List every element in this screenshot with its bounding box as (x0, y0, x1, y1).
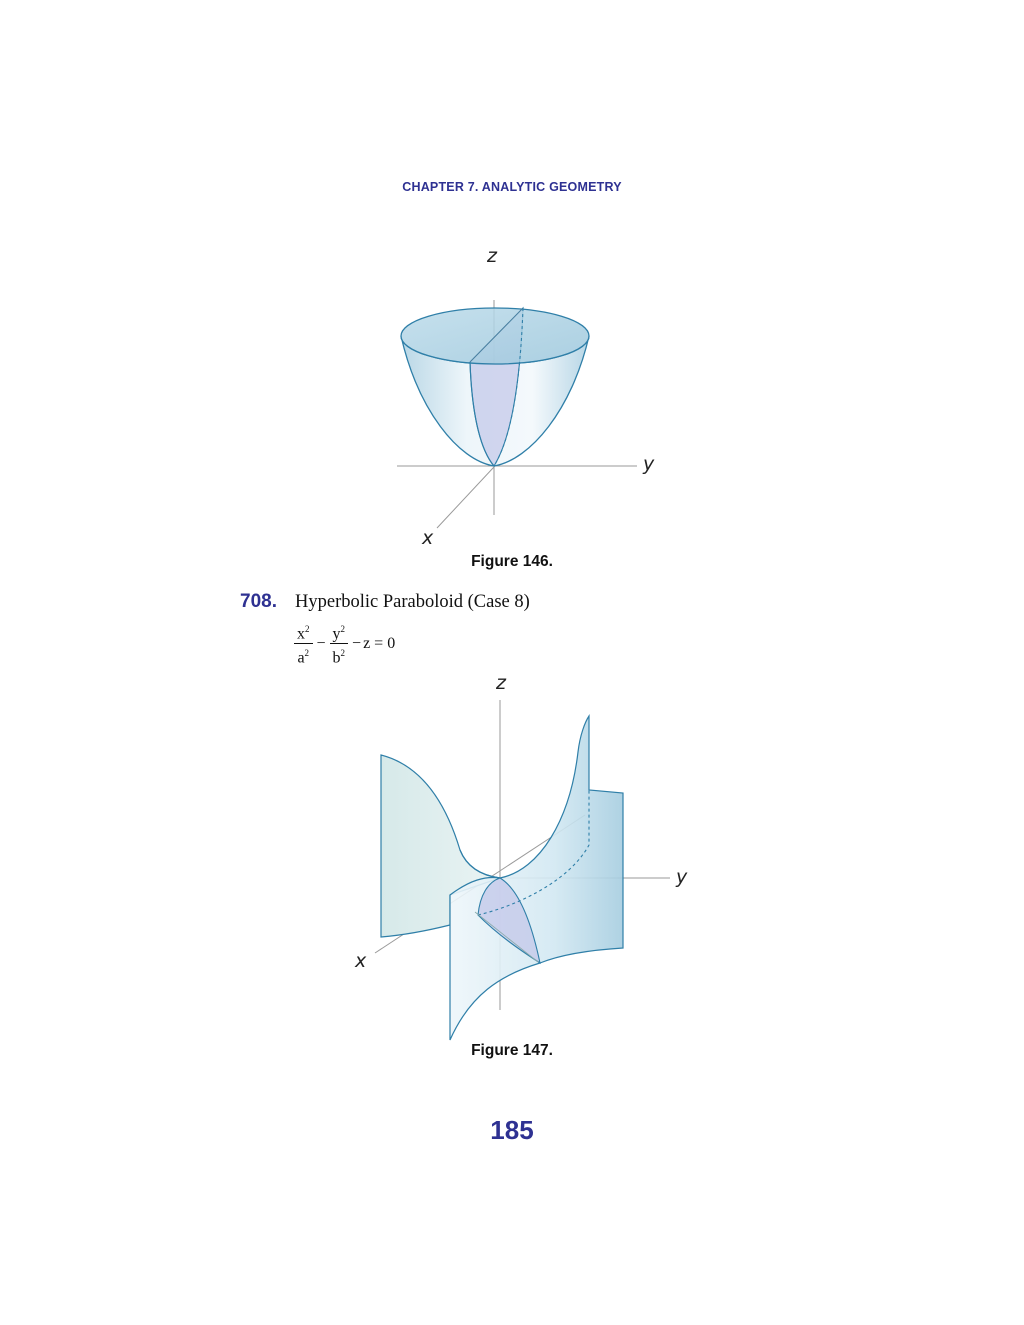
fig146-y-label: y (643, 453, 655, 475)
section-number: 708. (240, 591, 277, 612)
formula-minus: − (352, 634, 362, 652)
fig146-x-label: x (422, 527, 434, 549)
fig147-y-label: y (676, 866, 688, 888)
figure-147-caption: Figure 147. (471, 1042, 553, 1059)
section-title: Hyperbolic Paraboloid (Case 8) (295, 592, 530, 612)
fig147-x-label: x (355, 950, 367, 972)
formula-minus: − (316, 634, 326, 652)
page-number: 185 (490, 1115, 534, 1145)
fig147-z-label: z (496, 672, 506, 694)
chapter-header: CHAPTER 7. ANALYTIC GEOMETRY (402, 180, 622, 194)
figure-146-caption: Figure 146. (471, 553, 553, 570)
formula-term-y: $\frac{y^2}{b^2}$ (330, 620, 349, 668)
fig146-z-label: z (487, 245, 497, 267)
formula-tail: z = 0 (363, 634, 396, 652)
formula-term-x: $\frac{x^2}{a^2}$ (294, 620, 313, 668)
